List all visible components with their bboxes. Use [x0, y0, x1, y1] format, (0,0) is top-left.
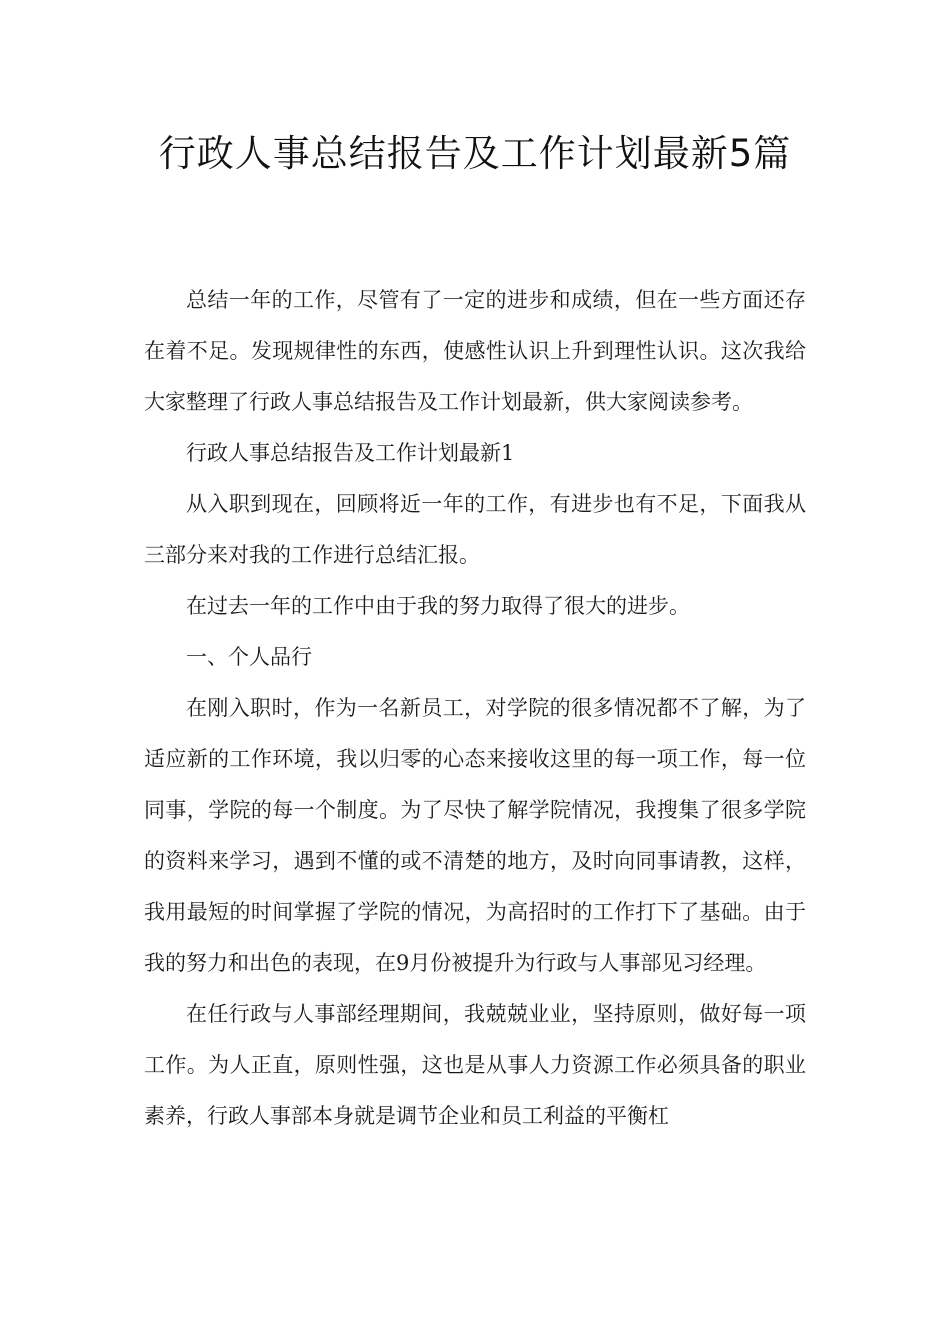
document-body	[144, 275, 806, 1142]
intro-paragraph: 总结一年的工作，尽管有了一定的进步和成绩，但在一些方面还存在着不足。发现规律性的东西，使感性认识上升到理性认识。这次我给大家整理了行政人事总结报告及工作计划最新，供大家阅读参考。	[144, 288, 806, 414]
section-heading-1: 行政人事总结报告及工作计划最新1	[186, 441, 515, 465]
body-paragraph: 在任行政与人事部经理期间，我兢兢业业，坚持原则，做好每一项工作。为人正直，原则性强，这也是从事人力资源工作必须具备的职业素养，行政人事部本身就是调节企业和员工利益的平衡杠	[144, 1002, 806, 1128]
body-paragraph: 从入职到现在，回顾将近一年的工作，有进步也有不足，下面我从三部分来对我的工作进行总结汇报。	[144, 492, 806, 567]
subsection-heading-personal-conduct: 一、个人品行	[186, 645, 312, 669]
document-title: 行政人事总结报告及工作计划最新5篇	[158, 132, 792, 175]
body-paragraph: 在刚入职时，作为一名新员工，对学院的很多情况都不了解，为了适应新的工作环境，我以归零的心态来接收这里的每一项工作，每一位同事，学院的每一个制度。为了尽快了解学院情况，我搜集了很多学院的资料来学习，遇到不懂的或不清楚的地方，及时向同事请教，这样，我用最短的时间掌握了学院的情况，为高招时的工作打下了基础。由于我的努力和出色的表现，在9月份被提升为行政与人事部见习经理。	[144, 696, 806, 975]
body-paragraph: 在过去一年的工作中由于我的努力取得了很大的进步。	[186, 594, 690, 618]
